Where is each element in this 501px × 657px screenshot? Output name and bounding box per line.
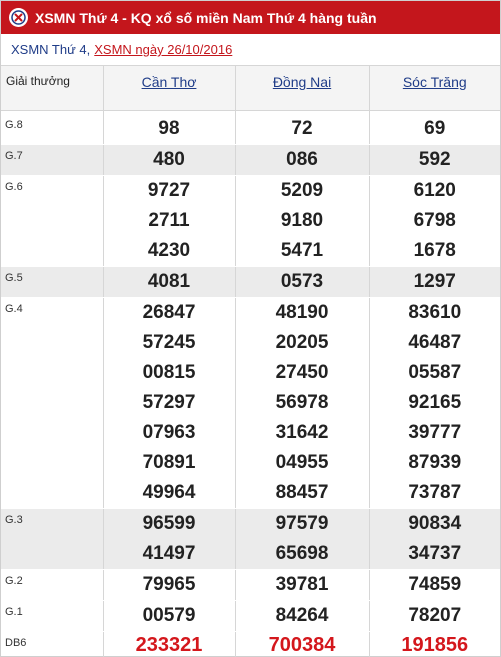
prize-label: G.6: [1, 176, 103, 267]
lottery-number: 88457: [275, 482, 329, 503]
lottery-number: 0573: [280, 271, 324, 292]
lottery-number: 4081: [147, 271, 191, 292]
lottery-number: 97579: [275, 513, 329, 534]
province-link[interactable]: Sóc Trăng: [402, 74, 467, 90]
result-cell: [369, 114, 500, 145]
title-bar: [1, 1, 500, 34]
lottery-number: 9180: [280, 210, 324, 231]
table-row: [1, 145, 500, 176]
lottery-number: 69: [424, 118, 446, 139]
prize-label: G.7: [1, 145, 103, 176]
lottery-number: 74859: [408, 574, 462, 595]
result-cell: [235, 570, 369, 601]
lottery-number: 57245: [142, 332, 196, 353]
result-cell: [235, 632, 369, 657]
page-title: XSMN Thứ 4 - KQ xổ số miền Nam Thứ 4 hàng tuần: [35, 9, 377, 26]
lottery-number: 31642: [275, 422, 329, 443]
lottery-number: 07963: [142, 422, 196, 443]
result-cell: [103, 145, 235, 176]
result-cell: [369, 601, 500, 632]
lottery-number: 34737: [408, 543, 462, 564]
table-row: [1, 570, 500, 601]
prize-label: G.3: [1, 509, 103, 570]
lottery-number: 57297: [142, 392, 196, 413]
result-cell: [369, 267, 500, 298]
result-cell: [235, 298, 369, 509]
table-row: [1, 509, 500, 570]
date-link[interactable]: XSMN ngày 26/10/2016: [94, 42, 233, 57]
result-cell: [369, 176, 500, 267]
lottery-number: 00815: [142, 362, 196, 383]
lottery-number: 39777: [408, 422, 462, 443]
result-cell: [103, 632, 235, 657]
lottery-number: 00579: [142, 605, 196, 626]
province-header[interactable]: [103, 66, 235, 110]
result-cell: [103, 509, 235, 570]
table-row: [1, 601, 500, 632]
lottery-number: 6798: [413, 210, 456, 231]
province-header[interactable]: [369, 66, 500, 110]
result-cell: [235, 145, 369, 176]
result-cell: [235, 601, 369, 632]
table-row: [1, 267, 500, 298]
table-row: [1, 114, 500, 145]
lottery-number: 480: [153, 149, 185, 170]
result-cell: [235, 114, 369, 145]
lottery-number: 73787: [408, 482, 462, 503]
prize-label: G.5: [1, 267, 103, 298]
lottery-number: 2711: [148, 210, 190, 231]
lottery-number: 98: [158, 118, 180, 139]
lottery-number: 84264: [275, 605, 329, 626]
special-prize-number: 233321: [135, 634, 203, 656]
lottery-number: 78207: [408, 605, 462, 626]
lottery-number: 086: [286, 149, 318, 170]
breadcrumb: [1, 34, 500, 66]
table-header-row: [1, 66, 500, 110]
special-prize-number: 191856: [401, 634, 469, 656]
lottery-number: 56978: [275, 392, 329, 413]
province-header[interactable]: [235, 66, 369, 110]
result-cell: [103, 267, 235, 298]
breadcrumb-prefix: XSMN Thứ 4,: [11, 42, 91, 57]
lottery-number: 83610: [408, 302, 462, 323]
logo-x-icon: [9, 8, 28, 27]
lottery-number: 5471: [280, 240, 324, 261]
prize-label: DB6: [1, 632, 103, 657]
lottery-number: 9727: [147, 180, 191, 201]
lottery-number: 46487: [408, 332, 462, 353]
result-cell: [369, 145, 500, 176]
table-row: [1, 298, 500, 509]
lottery-number: 49964: [142, 482, 196, 503]
province-link[interactable]: Đồng Nai: [272, 74, 332, 90]
table-row: [1, 176, 500, 267]
lottery-number: 20205: [275, 332, 329, 353]
lottery-number: 26847: [142, 302, 196, 323]
lottery-number: 87939: [408, 452, 462, 473]
table-row: [1, 632, 500, 657]
result-cell: [103, 176, 235, 267]
result-cell: [103, 114, 235, 145]
result-cell: [103, 570, 235, 601]
lottery-number: 1678: [413, 240, 456, 261]
results-table: [1, 66, 500, 657]
prize-label: G.2: [1, 570, 103, 601]
lottery-number: 6120: [413, 180, 456, 201]
lottery-number: 72: [291, 118, 313, 139]
result-cell: [235, 176, 369, 267]
result-cell: [235, 267, 369, 298]
lottery-number: 92165: [408, 392, 462, 413]
lottery-number: 41497: [142, 543, 196, 564]
lottery-number: 39781: [275, 574, 329, 595]
lottery-number: 27450: [275, 362, 329, 383]
lottery-number: 1297: [413, 271, 456, 292]
result-cell: [369, 632, 500, 657]
lottery-number: 70891: [142, 452, 196, 473]
prize-label: G.8: [1, 114, 103, 145]
result-cell: [369, 570, 500, 601]
lottery-number: 90834: [408, 513, 462, 534]
lottery-number: 48190: [275, 302, 329, 323]
lottery-number: 65698: [275, 543, 329, 564]
result-cell: [235, 509, 369, 570]
prize-label: G.4: [1, 298, 103, 509]
result-cell: [369, 509, 500, 570]
lottery-number: 5209: [280, 180, 324, 201]
lottery-number: 592: [418, 149, 451, 170]
lottery-number: 05587: [408, 362, 462, 383]
province-link[interactable]: Cần Thơ: [141, 74, 197, 90]
prize-column-header: Giải thưởng: [1, 66, 103, 110]
prize-label: G.1: [1, 601, 103, 632]
lottery-number: 96599: [142, 513, 196, 534]
result-cell: [369, 298, 500, 509]
result-cell: [103, 601, 235, 632]
result-cell: [103, 298, 235, 509]
lottery-number: 4230: [147, 240, 191, 261]
lottery-number: 04955: [275, 452, 329, 473]
special-prize-number: 700384: [268, 634, 336, 656]
lottery-number: 79965: [142, 574, 196, 595]
